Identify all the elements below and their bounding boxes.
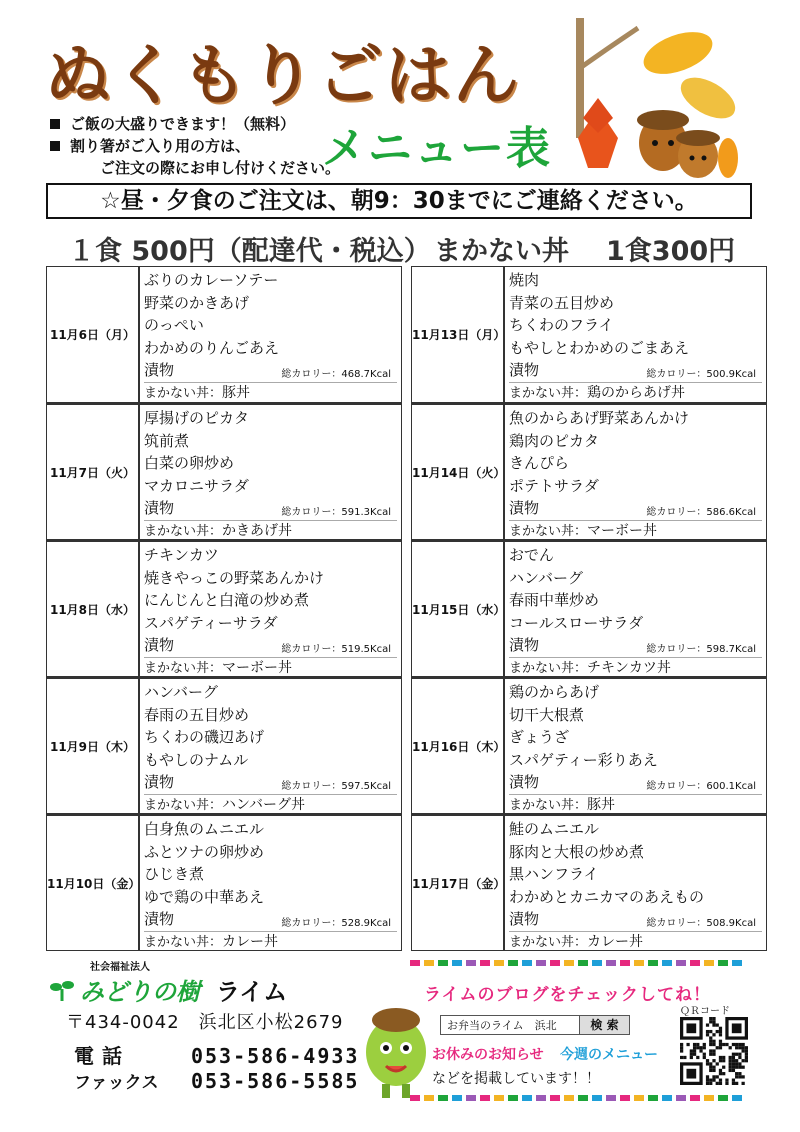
menu-item	[144, 544, 397, 567]
menu-column-week2	[411, 266, 767, 951]
menu-item-label: 漬物	[144, 910, 175, 928]
menu-item	[509, 314, 762, 337]
day-date: 11月10日（金）	[47, 816, 140, 950]
day-date: 11月17日（金）	[412, 816, 505, 950]
confetti-piece	[704, 1095, 714, 1101]
menu-item	[509, 863, 762, 886]
confetti-piece	[508, 960, 518, 966]
day-menu	[505, 405, 766, 539]
confetti-piece	[704, 960, 714, 966]
calories-value: 468.7Kcal	[341, 369, 391, 380]
calories-label: 総カロリー：	[646, 644, 707, 655]
makanai-don-label: まかない丼：	[144, 797, 223, 813]
total-calories	[646, 364, 756, 387]
day-date: 11月6日（月）	[47, 267, 140, 402]
makanai-don-value: マーボー丼	[587, 522, 658, 539]
menu-item-label: もやしとわかめのごまあえ	[509, 338, 690, 357]
menu-item-label: おでん	[509, 546, 554, 564]
confetti-piece	[592, 960, 602, 966]
square-bullet-icon	[50, 119, 60, 129]
menu-item	[144, 704, 397, 727]
makanai-don-value: カレー丼	[587, 933, 644, 950]
menu-item-label: 鶏のからあげ	[509, 683, 600, 701]
menu-item	[509, 681, 762, 704]
confetti-piece	[410, 960, 420, 966]
menu-item	[509, 726, 762, 749]
makanai-don-value: カレー丼	[222, 933, 279, 950]
menu-item	[144, 407, 397, 430]
menu-item-label: スパゲティー彩りあえ	[509, 750, 658, 769]
day-row	[411, 677, 767, 814]
confetti-border-bottom	[410, 1095, 758, 1103]
menu-item-label: ポテトサラダ	[509, 476, 599, 495]
menu-item	[509, 292, 762, 315]
menu-item	[509, 589, 762, 612]
menu-item	[509, 475, 762, 498]
confetti-piece	[410, 1095, 420, 1101]
fax-row	[74, 1068, 359, 1093]
menu-item-label: 豚肉と大根の炒め煮	[509, 842, 645, 861]
makanai-don-value: かきあげ丼	[222, 522, 293, 539]
makanai-don-value: ハンバーグ丼	[222, 796, 306, 813]
note-1: ご飯の大盛りできます！（無料）	[50, 113, 340, 135]
menu-item	[509, 771, 762, 794]
blog-etc: などを掲載しています！！	[432, 1071, 600, 1087]
calories-value: 508.9Kcal	[706, 918, 756, 929]
note-2-cont: ご注文の際にお申し付けください。	[100, 159, 341, 177]
confetti-piece	[494, 1095, 504, 1101]
total-calories	[281, 776, 391, 799]
menu-item	[509, 337, 762, 360]
menu-item	[144, 841, 397, 864]
makanai-don-label: まかない丼：	[509, 797, 588, 813]
menu-item	[509, 407, 762, 430]
total-calories	[646, 639, 756, 662]
menu-item-label: ぶりのカレーソテー	[144, 271, 279, 289]
total-calories	[281, 502, 391, 525]
menu-item	[144, 771, 397, 794]
confetti-piece	[662, 1095, 672, 1101]
menu-item-label: ちくわの磯辺あげ	[144, 728, 265, 746]
calories-value: 519.5Kcal	[341, 644, 391, 655]
makanai-don-label: まかない丼：	[509, 385, 588, 401]
day-row	[411, 540, 767, 677]
phone-number: 053-586-4933	[190, 1044, 360, 1068]
menu-item-label: 黒ハンフライ	[509, 865, 599, 883]
calories-label: 総カロリー：	[281, 781, 342, 792]
menu-item	[509, 841, 762, 864]
day-row	[46, 677, 402, 814]
menu-item	[144, 269, 397, 292]
menu-item-label: ハンバーグ	[144, 683, 218, 701]
menu-item-label: チキンカツ	[144, 546, 219, 564]
day-menu	[140, 816, 401, 950]
menu-item	[144, 818, 397, 841]
menu-item-label: 野菜のかきあげ	[144, 293, 250, 312]
menu-item	[509, 886, 762, 909]
total-calories	[281, 639, 391, 662]
calories-value: 528.9Kcal	[341, 918, 391, 929]
calories-label: 総カロリー：	[646, 918, 707, 929]
menu-item-label: 鮭のムニエル	[509, 820, 600, 838]
menu-item-label: 漬物	[144, 773, 175, 791]
blog-weekly-menu: 今週のメニュー	[560, 1047, 658, 1063]
day-row	[46, 540, 402, 677]
calories-value: 586.6Kcal	[706, 507, 756, 518]
calories-value: 600.1Kcal	[706, 781, 756, 792]
confetti-piece	[564, 1095, 574, 1101]
menu-item-label: きんぴら	[509, 454, 570, 472]
confetti-piece	[466, 1095, 476, 1101]
calories-value: 597.5Kcal	[341, 781, 391, 792]
menu-item	[509, 430, 762, 453]
day-date: 11月7日（火）	[47, 405, 140, 539]
menu-item-label: 魚のからあげ野菜あんかけ	[509, 409, 690, 427]
day-menu	[505, 816, 766, 950]
org-type: 社会福祉法人	[90, 962, 150, 973]
menu-item-label: ちくわのフライ	[509, 316, 614, 334]
menu-item	[509, 749, 762, 772]
day-date: 11月9日（木）	[47, 679, 140, 813]
calories-label: 総カロリー：	[646, 781, 707, 792]
menu-item	[509, 544, 762, 567]
menu-item	[509, 269, 762, 292]
confetti-piece	[522, 960, 532, 966]
day-date: 11月14日（火）	[412, 405, 505, 539]
brand-logo	[50, 972, 287, 1007]
menu-item-label: 春雨の五目炒め	[144, 705, 250, 724]
menu-item	[144, 452, 397, 475]
day-row	[411, 266, 767, 403]
confetti-piece	[606, 1095, 616, 1101]
calories-label: 総カロリー：	[281, 644, 342, 655]
page-subtitle: メニュー表	[322, 123, 552, 174]
makanai-don-value: マーボー丼	[222, 659, 293, 676]
phone-label: 電話	[74, 1044, 130, 1068]
menu-item-label: 漬物	[144, 636, 175, 654]
menu-item-label: ひじき煮	[144, 865, 205, 883]
menu-item-label: にんじんと白滝の炒め煮	[144, 591, 310, 609]
confetti-border-top	[410, 960, 758, 968]
day-date: 11月8日（水）	[47, 542, 140, 676]
menu-item-label: スパゲティーサラダ	[144, 613, 278, 632]
menu-item-label: ハンバーグ	[509, 568, 583, 587]
set-price: １食 500円（配達代・税込）	[68, 236, 431, 267]
menu-item-label: コールスローサラダ	[509, 613, 644, 632]
menu-item-label: 焼きやっこの野菜あんかけ	[144, 568, 325, 587]
search-input[interactable]: お弁当のライム 浜北	[447, 1019, 557, 1032]
menu-item-label: 漬物	[509, 361, 540, 379]
search-box[interactable]	[440, 1015, 630, 1035]
menu-column-week1	[46, 266, 402, 951]
confetti-piece	[480, 1095, 490, 1101]
menu-item-label: 白菜の卵炒め	[144, 454, 235, 472]
brand-name-lime: ライム	[216, 978, 288, 1006]
confetti-piece	[480, 960, 490, 966]
confetti-piece	[592, 1095, 602, 1101]
menu-item-label: ぎょうざ	[509, 728, 570, 746]
fax-label: ファックス	[74, 1073, 159, 1093]
address: 〒434-0042 浜北区小松2679	[66, 1012, 344, 1033]
confetti-piece	[578, 1095, 588, 1101]
menu-item	[509, 497, 762, 520]
menu-item-label: 漬物	[144, 361, 175, 379]
makanai-don-label: まかない丼：	[144, 660, 223, 676]
menu-item-label: マカロニサラダ	[144, 476, 249, 495]
qr-label: ＱＲコード	[680, 1006, 730, 1017]
makanai-price: 1食300円	[606, 236, 736, 267]
menu-item-label: 漬物	[509, 773, 540, 791]
day-row	[46, 403, 402, 540]
confetti-piece	[536, 960, 546, 966]
makanai-don-label: まかない丼：	[509, 523, 588, 539]
confetti-piece	[634, 960, 644, 966]
blog-title: ライムのブログをチェックしてね！	[424, 985, 711, 1005]
menu-item	[144, 726, 397, 749]
makanai-don-value: チキンカツ丼	[587, 659, 671, 676]
day-menu	[140, 542, 401, 676]
menu-item	[144, 749, 397, 772]
menu-item	[509, 908, 762, 931]
makanai-don-value: 鶏のからあげ丼	[587, 384, 686, 401]
menu-item	[144, 612, 397, 635]
menu-item	[509, 818, 762, 841]
confetti-piece	[424, 1095, 434, 1101]
confetti-piece	[690, 1095, 700, 1101]
brand-name: みどりの樹	[80, 978, 200, 1006]
menu-item	[509, 567, 762, 590]
day-row	[411, 403, 767, 540]
confetti-piece	[648, 960, 658, 966]
menu-item	[509, 359, 762, 382]
notes	[50, 113, 340, 179]
makanai-don-label: まかない丼：	[144, 934, 223, 950]
confetti-piece	[438, 1095, 448, 1101]
makanai-don-label: まかない丼：	[144, 385, 223, 401]
menu-item-label: 厚揚げのピカタ	[144, 409, 250, 427]
menu-item	[144, 292, 397, 315]
menu-item-label: 切干大根煮	[509, 705, 585, 724]
menu-item-label: 筑前煮	[144, 431, 190, 450]
day-row	[46, 266, 402, 403]
confetti-piece	[452, 1095, 462, 1101]
menu-item-label: 春雨中華炒め	[509, 591, 600, 609]
fax-number: 053-586-5585	[190, 1069, 360, 1093]
search-button[interactable]: 検 索	[579, 1016, 629, 1034]
total-calories	[646, 913, 756, 936]
makanai-don-label: まかない丼：	[509, 934, 588, 950]
menu-item-label: わかめとカニカマのあえもの	[509, 887, 705, 906]
confetti-piece	[564, 960, 574, 966]
menu-item	[144, 681, 397, 704]
confetti-piece	[676, 960, 686, 966]
total-calories	[281, 364, 391, 387]
day-date: 11月13日（月）	[412, 267, 505, 402]
square-bullet-icon	[50, 141, 60, 151]
menu-item	[144, 359, 397, 382]
calories-value: 591.3Kcal	[341, 507, 391, 518]
total-calories	[646, 502, 756, 525]
calories-label: 総カロリー：	[646, 369, 707, 380]
menu-item-label: 青菜の五目炒め	[509, 293, 615, 312]
menu-item	[144, 475, 397, 498]
day-menu	[140, 267, 401, 402]
makanai-don-label: まかない丼：	[144, 523, 223, 539]
menu-item-label: 漬物	[144, 499, 175, 517]
menu-item	[144, 589, 397, 612]
confetti-piece	[494, 960, 504, 966]
day-menu	[140, 405, 401, 539]
menu-item-label: 漬物	[509, 636, 540, 654]
phone-row	[74, 1040, 359, 1069]
day-menu	[140, 679, 401, 813]
confetti-piece	[648, 1095, 658, 1101]
calories-value: 500.9Kcal	[706, 369, 756, 380]
confetti-piece	[550, 960, 560, 966]
confetti-piece	[634, 1095, 644, 1101]
day-row	[411, 814, 767, 951]
day-date: 11月16日（木）	[412, 679, 505, 813]
confetti-piece	[620, 1095, 630, 1101]
day-row	[46, 814, 402, 951]
confetti-piece	[676, 1095, 686, 1101]
confetti-piece	[522, 1095, 532, 1101]
menu-item	[144, 567, 397, 590]
day-menu	[505, 679, 766, 813]
confetti-piece	[508, 1095, 518, 1101]
confetti-piece	[620, 960, 630, 966]
confetti-piece	[452, 960, 462, 966]
confetti-piece	[536, 1095, 546, 1101]
makanai-don-value: 豚丼	[587, 796, 616, 813]
confetti-piece	[424, 960, 434, 966]
menu-item	[144, 314, 397, 337]
menu-item	[144, 908, 397, 931]
menu-item-label: ゆで鶏の中華あえ	[144, 887, 265, 906]
makanai-label: まかない丼	[434, 236, 569, 267]
makanai-don-label: まかない丼：	[509, 660, 588, 676]
day-menu	[505, 542, 766, 676]
menu-item	[144, 886, 397, 909]
calories-label: 総カロリー：	[281, 369, 342, 380]
total-calories	[646, 776, 756, 799]
menu-item	[144, 634, 397, 657]
menu-item	[144, 430, 397, 453]
confetti-piece	[438, 960, 448, 966]
total-calories	[281, 913, 391, 936]
menu-item	[509, 612, 762, 635]
menu-item-label: 漬物	[509, 910, 540, 928]
menu-item-label: もやしのナムル	[144, 750, 249, 769]
confetti-piece	[606, 960, 616, 966]
menu-item-label: 漬物	[509, 499, 540, 517]
blog-holiday-notice: お休みのお知らせ	[432, 1047, 544, 1063]
confetti-piece	[690, 960, 700, 966]
menu-item	[509, 452, 762, 475]
menu-item	[509, 704, 762, 727]
menu-item-label: 白身魚のムニエル	[144, 820, 265, 838]
menu-item-label: ふとツナの卵炒め	[144, 842, 265, 861]
makanai-don-value: 豚丼	[222, 384, 251, 401]
menu-item-label: 鶏肉のピカタ	[509, 431, 600, 450]
page-title: ぬくもりごはん	[45, 36, 521, 114]
note-2: 割り箸がご入り用の方は、	[50, 135, 340, 157]
confetti-piece	[550, 1095, 560, 1101]
confetti-piece	[732, 1095, 742, 1101]
order-deadline-notice: ☆昼・夕食のご注文は、朝9：30までにご連絡ください。	[46, 183, 752, 219]
menu-item	[509, 634, 762, 657]
confetti-piece	[578, 960, 588, 966]
blog-promo	[410, 960, 758, 1105]
menu-item	[144, 497, 397, 520]
menu-item-label: のっぺい	[144, 316, 204, 334]
menu-item-label: 焼肉	[509, 271, 540, 289]
calories-label: 総カロリー：	[646, 507, 707, 518]
confetti-piece	[466, 960, 476, 966]
sprout-icon	[50, 979, 74, 1001]
day-date: 11月15日（水）	[412, 542, 505, 676]
menu-item-label: わかめのりんごあえ	[144, 338, 280, 357]
calories-label: 総カロリー：	[281, 918, 342, 929]
menu-item	[144, 863, 397, 886]
confetti-piece	[718, 1095, 728, 1101]
calories-value: 598.7Kcal	[706, 644, 756, 655]
day-menu	[505, 267, 766, 402]
calories-label: 総カロリー：	[281, 507, 342, 518]
confetti-piece	[662, 960, 672, 966]
confetti-piece	[732, 960, 742, 966]
autumn-leaves-acorn-icon	[568, 18, 738, 183]
qr-code-icon[interactable]	[680, 1017, 748, 1085]
confetti-piece	[718, 960, 728, 966]
menu-item	[144, 337, 397, 360]
